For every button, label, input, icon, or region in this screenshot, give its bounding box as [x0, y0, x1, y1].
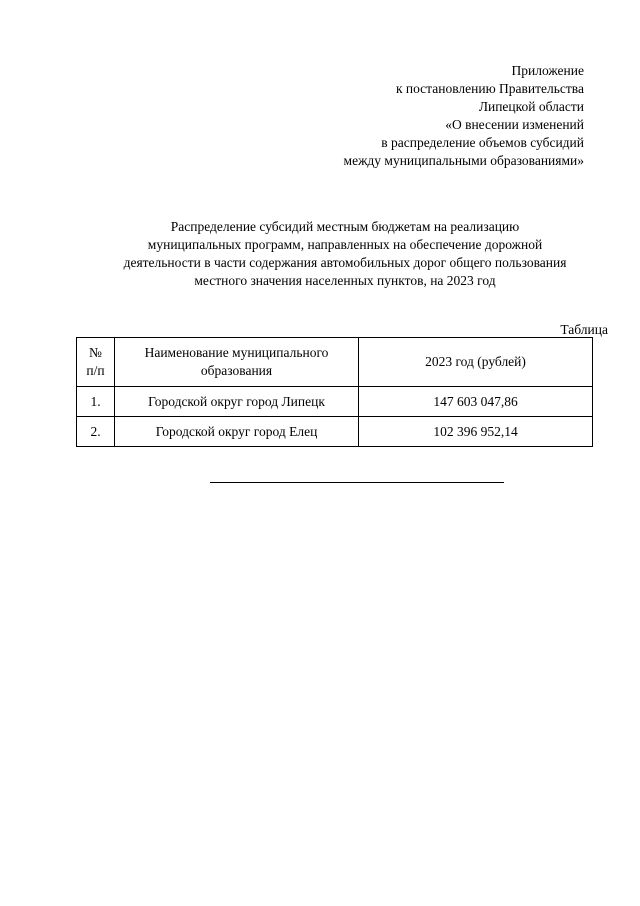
row-name: Городской округ город Липецк	[115, 387, 359, 417]
closing-divider	[210, 482, 504, 483]
row-amount: 147 603 047,86	[359, 387, 593, 417]
row-name: Городской округ город Елец	[115, 417, 359, 447]
appendix-line: между муниципальными образованиями»	[343, 153, 584, 168]
appendix-line: в распределение объемов субсидий	[381, 135, 584, 150]
row-amount: 102 396 952,14	[359, 417, 593, 447]
table-row	[77, 387, 593, 417]
header-name	[115, 338, 359, 387]
header-number	[77, 338, 115, 387]
appendix-line: Липецкой области	[478, 99, 584, 114]
title-line: деятельности в части содержания автомобильных дорог общего пользования	[123, 255, 567, 270]
header-number-line: п/п	[86, 363, 105, 378]
title-line: местного значения населенных пунктов, на 2023 год	[194, 273, 496, 288]
row-number: 2.	[77, 417, 115, 447]
appendix-line: к постановлению Правительства	[395, 81, 584, 96]
header-name-line: Наименование муниципального	[144, 345, 329, 360]
title-line: муниципальных программ, направленных на обеспечение дорожной	[147, 237, 543, 252]
header-amount: 2023 год (рублей)	[359, 338, 593, 387]
document-title	[70, 218, 620, 290]
row-number: 1.	[77, 387, 115, 417]
header-number-line: №	[89, 345, 102, 360]
table-row	[77, 417, 593, 447]
subsidy-table	[76, 337, 593, 447]
appendix-line: «О внесении изменений	[445, 117, 584, 132]
appendix-block	[224, 62, 584, 170]
appendix-line: Приложение	[511, 63, 584, 78]
table-label: Таблица	[560, 322, 608, 337]
table-header-row	[77, 338, 593, 387]
title-line: Распределение субсидий местным бюджетам на реализацию	[170, 219, 520, 234]
header-name-line: образования	[200, 363, 273, 378]
